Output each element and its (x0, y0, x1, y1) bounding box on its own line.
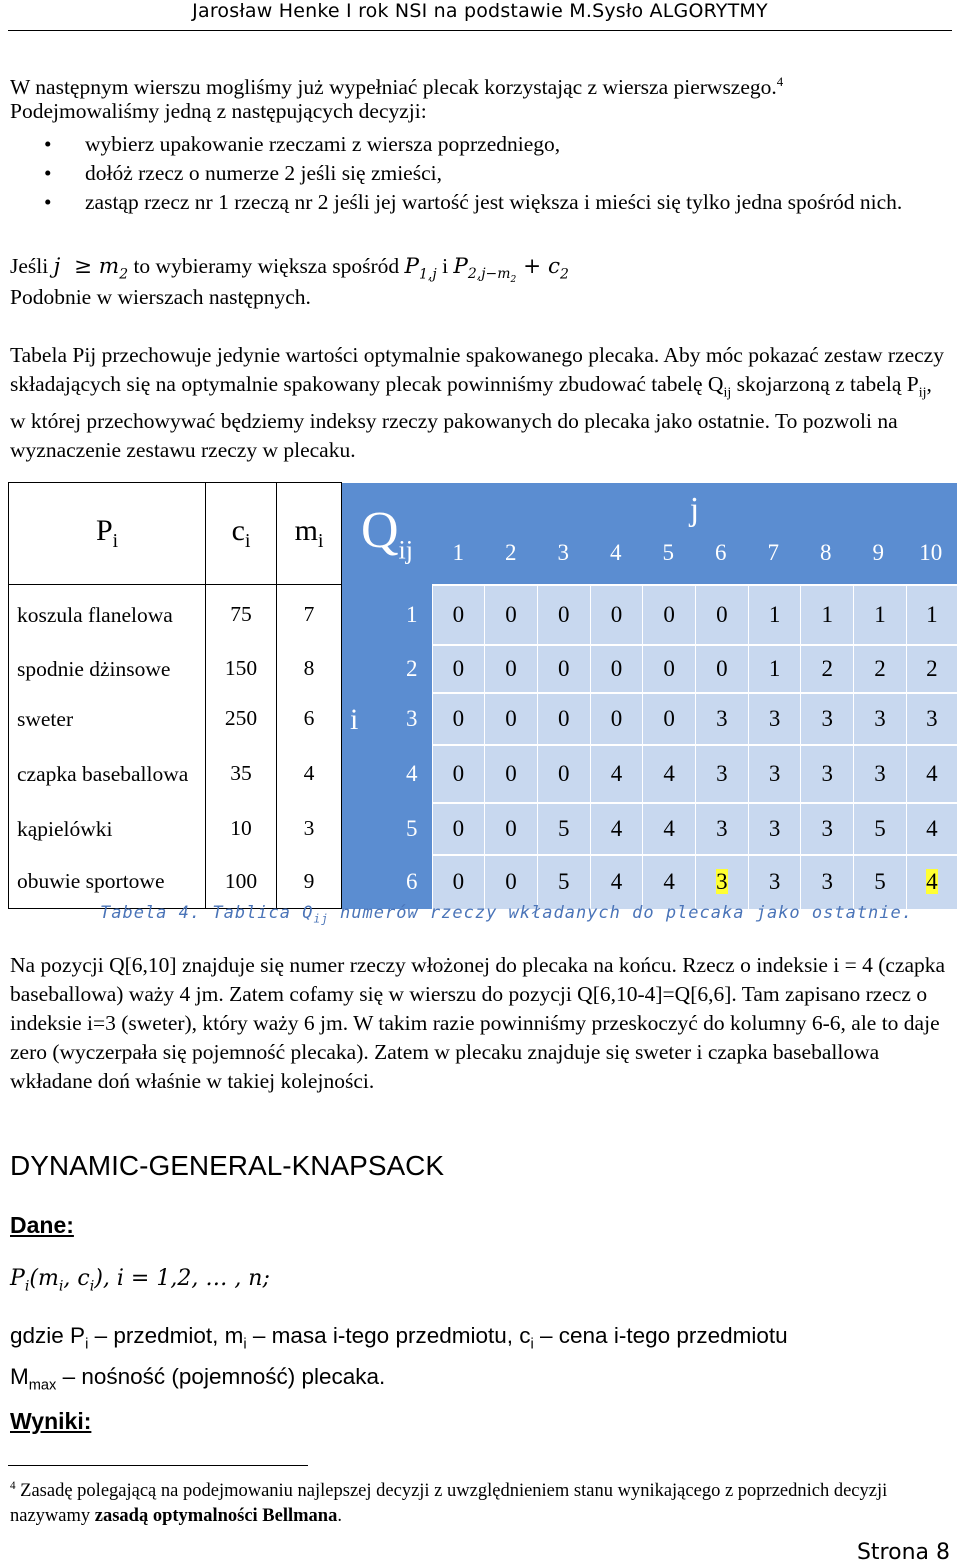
q-value: 3 (768, 869, 781, 894)
row-index: 5 (406, 815, 418, 841)
table-row (9, 855, 958, 909)
q-value: 3 (716, 815, 728, 841)
q-cell (485, 693, 538, 745)
item-mass: 3 (277, 803, 342, 855)
row-index-cell (342, 702, 433, 803)
q-cell (748, 745, 801, 803)
item-cost: 250 (206, 693, 277, 745)
q-value: 5 (558, 815, 570, 841)
item-mass: 7 (277, 585, 342, 645)
q-cell (801, 855, 854, 909)
q-cell (643, 745, 696, 803)
item-name: czapka baseballowa (9, 745, 206, 803)
q-cell (537, 855, 590, 909)
q-value: 0 (452, 705, 465, 731)
q-value: 0 (505, 869, 517, 894)
table-row (9, 585, 958, 645)
q-value: 3 (926, 705, 938, 731)
q-value: 0 (610, 705, 623, 731)
q-value: 5 (558, 869, 570, 894)
q-cell (906, 745, 957, 803)
decision-list (10, 130, 950, 217)
q-value: 2 (926, 655, 938, 681)
table-caption: Tabela 4. Tablica $Q_{ij}$ numerów rzeczy wkładanych do plecaka jako ostatnie. (100, 903, 913, 926)
q-value: 4 (926, 760, 938, 786)
q-cell (643, 645, 696, 693)
q-value: 0 (505, 705, 517, 731)
list-item: • zastąp rzecz nr 1 rzeczą nr 2 jeśli jej wartość jest większa i mieści się tylko jedna spośród nich. (44, 190, 903, 214)
header-p: $P_i$ (9, 483, 206, 585)
q-cell (854, 803, 907, 855)
col-index: 4 (610, 539, 622, 565)
q-value: 0 (505, 815, 517, 841)
q-cell (537, 645, 590, 693)
intro-text: W następnym wierszu mogliśmy już wypełniać plecak korzystając z wiersza pierwszego. (10, 75, 777, 100)
q-value: 0 (505, 601, 517, 627)
q-value: 0 (505, 655, 517, 681)
description: gdzie $P_i$ – przedmiot, $m_i$ – masa i-tego przedmiotu, $c_i$ – cena i-tego przedmiotu $M_{max}$ – nośność (pojemność) plecaka. (10, 1323, 788, 1393)
q-cell (854, 585, 907, 645)
q-cell (432, 803, 485, 855)
q-table (8, 482, 957, 909)
header-j: j (689, 490, 700, 528)
q-value: 4 (610, 815, 623, 841)
q-cell (643, 585, 696, 645)
q-value: 3 (716, 760, 728, 786)
q-cell (696, 803, 749, 855)
header-cols (432, 483, 957, 585)
bullet-text: wybierz upakowanie rzeczami z wiersza poprzedniego, (85, 132, 561, 156)
q-value: 4 (663, 815, 675, 841)
q-value: 4 (926, 869, 938, 894)
q-cell (537, 803, 590, 855)
col-index-row (432, 540, 957, 566)
item-cost: 10 (206, 803, 277, 855)
q-cell (643, 693, 696, 745)
col-index: 5 (662, 539, 674, 565)
q-value: 0 (452, 601, 465, 627)
q-value: 0 (558, 601, 570, 627)
axis-i-label: i (350, 702, 359, 736)
q-cell (748, 585, 801, 645)
q-cell (590, 745, 643, 803)
dane-formula: $P_i(m_i$, $c_i$), i = 1,2, … , n; (10, 1266, 270, 1295)
row-index: 6 (406, 868, 418, 894)
q-value: 1 (768, 601, 781, 627)
q-value: 3 (821, 705, 834, 731)
q-cell (485, 855, 538, 909)
q-cell (854, 693, 907, 745)
bullet-text: zastąp rzecz nr 1 rzeczą nr 2 jeśli jej wartość jest większa i mieści się tylko jedna spośród nich. (85, 190, 903, 214)
q-value: 0 (663, 655, 675, 681)
q-cell (432, 745, 485, 803)
header-q: $Q_{ij}$ (342, 483, 433, 585)
q-value: 0 (558, 705, 570, 731)
q-value: 1 (821, 601, 834, 627)
paragraph-2: Tabela Pij przechowuje jedynie wartości optymalnie spakowanego plecaka. Aby móc pokazać zestaw rzeczy składających się na optymalnie spakowany plecak powinniśmy zbudować tabelę $Q_{ij}$ skojarzoną z tabelą $P_{ij}$, w której przechowywać będziemy indeksy rzeczy pakowanych do plecaka jako ostatnie. To pozwoli na wyznaczenie zestawu rzeczy w plecaku. (10, 343, 944, 463)
item-name: koszula flanelowa (9, 585, 206, 645)
q-value: 1 (926, 601, 938, 627)
row-index: 3 (406, 705, 418, 731)
col-index: 9 (872, 539, 884, 565)
q-value: 3 (874, 705, 886, 731)
intro-line-2: Podejmowaliśmy jedną z następujących decyzji: (10, 99, 427, 123)
q-cell (696, 855, 749, 909)
q-cell (854, 855, 907, 909)
q-value: 4 (926, 815, 938, 841)
row-index-cell (342, 585, 433, 645)
q-value: 3 (768, 705, 781, 731)
row-index: 2 (406, 655, 418, 681)
q-value: 0 (610, 601, 623, 627)
q-value: 4 (663, 760, 675, 786)
col-index: 6 (715, 539, 727, 565)
item-mass: 8 (277, 645, 342, 693)
q-cell (801, 803, 854, 855)
q-value: 3 (874, 760, 886, 786)
item-name: kąpielówki (9, 803, 206, 855)
item-cost: 75 (206, 585, 277, 645)
q-cell (590, 585, 643, 645)
q-value: 3 (821, 760, 834, 786)
table-row (9, 803, 958, 855)
col-index: 8 (820, 539, 832, 565)
q-cell (485, 745, 538, 803)
q-cell (696, 745, 749, 803)
algorithm-title: DYNAMIC-GENERAL-KNAPSACK (10, 1150, 445, 1181)
rule-prefix: Jeśli (10, 254, 49, 278)
footnote-divider (8, 1465, 308, 1466)
footnote: $^4$ Zasadę polegającą na podejmowaniu najlepszej decyzji z uwzględnieniem stanu wynikającego z poprzednich decyzji nazywamy zasadą optymalności Bellmana. (10, 1480, 888, 1527)
q-cell (801, 585, 854, 645)
page-header: Jarosław Henke I rok NSI na podstawie M.Sysło ALGORYTMY (192, 0, 768, 22)
q-value: 0 (452, 815, 465, 841)
q-cell (485, 645, 538, 693)
q-value: 1 (768, 655, 781, 681)
q-value: 1 (874, 601, 886, 627)
header-divider (8, 30, 952, 31)
q-value: 4 (610, 869, 623, 894)
q-cell (906, 693, 957, 745)
col-index: 1 (452, 539, 464, 565)
q-cell (485, 803, 538, 855)
row-index: 4 (406, 760, 418, 786)
q-cell (432, 855, 485, 909)
table-row (9, 645, 958, 693)
q-value: 3 (821, 815, 834, 841)
row-index-cell (342, 645, 433, 693)
q-cell (590, 855, 643, 909)
col-index: 7 (767, 539, 779, 565)
q-cell (854, 645, 907, 693)
q-cell (590, 645, 643, 693)
item-name: sweter (9, 693, 206, 745)
item-name: obuwie sportowe (9, 855, 206, 909)
q-cell (748, 803, 801, 855)
footnote-ref: 4 (776, 75, 784, 89)
q-value: 0 (505, 760, 517, 786)
q-cell (748, 855, 801, 909)
q-cell (696, 693, 749, 745)
q-value: 0 (716, 601, 728, 627)
item-cost: 35 (206, 745, 277, 803)
dane-label: Dane: (10, 1212, 74, 1238)
item-mass: 6 (277, 693, 342, 745)
rule-p2: $P_{2,j-m_2} + c_2$ (453, 254, 569, 286)
rule-line-2: Podobnie w wierszach następnych. (10, 285, 311, 309)
q-value: 0 (452, 869, 465, 894)
wyniki-label: Wyniki: (10, 1408, 92, 1434)
q-value: 4 (610, 760, 623, 786)
q-cell (696, 585, 749, 645)
q-cell (854, 745, 907, 803)
q-cell (748, 693, 801, 745)
header-m: $m_i$ (277, 483, 342, 585)
table-row (9, 745, 958, 803)
q-value: 3 (821, 869, 834, 894)
q-value: 0 (716, 655, 728, 681)
rule-mid: to wybieramy większa spośród (133, 254, 400, 278)
bullet-text: dołóż rzecz o numerze 2 jeśli się zmieści, (85, 161, 442, 185)
q-value: 3 (716, 869, 728, 894)
row-index-cell (342, 855, 433, 909)
item-mass: 4 (277, 745, 342, 803)
q-value: 5 (874, 815, 886, 841)
q-cell (537, 745, 590, 803)
q-value: 3 (768, 760, 781, 786)
q-cell (432, 645, 485, 693)
q-value: 0 (452, 655, 465, 681)
q-cell (643, 855, 696, 909)
item-cost: 150 (206, 645, 277, 693)
q-cell (696, 645, 749, 693)
q-value: 0 (610, 655, 623, 681)
paragraph-3: Na pozycji Q[6,10] znajduje się numer rzeczy włożonej do plecaka na końcu. Rzecz o indeksie i = 4 (czapka baseballowa) waży 4 jm. Zatem cofamy się w wierszu do pozycji Q[6,10-4]=Q[6,6]. Tam zapisano rzecz o indeksie i=3 (sweter), który waży 6 jm. W takim razie powinniśmy przeskoczyć do kolumny 6-6, ale to daje zero (wyczerpała się pojemność plecaka). Zatem w plecaku znajduje się sweter i czapka baseballowa wkładane doń właśnie w takiej kolejności. (10, 953, 946, 1093)
q-value: 0 (558, 760, 570, 786)
page-number: Strona 8 (856, 1540, 950, 1565)
col-index: 10 (919, 539, 943, 565)
q-cell (906, 645, 957, 693)
q-value: 5 (874, 869, 886, 894)
item-name: spodnie dżinsowe (9, 645, 206, 693)
list-item: • wybierz upakowanie rzeczami z wiersza poprzedniego, (44, 132, 561, 156)
q-cell (485, 585, 538, 645)
rule-condition: $j \ge m_2$ (53, 254, 129, 283)
q-value: 3 (768, 815, 781, 841)
row-index: 1 (406, 601, 418, 627)
q-cell (801, 745, 854, 803)
list-item: • dołóż rzecz o numerze 2 jeśli się zmieści, (44, 161, 442, 185)
q-cell (906, 803, 957, 855)
q-cell (801, 693, 854, 745)
q-cell (801, 645, 854, 693)
q-value: 2 (874, 655, 886, 681)
q-cell (590, 803, 643, 855)
q-cell (432, 585, 485, 645)
table-row (9, 693, 958, 745)
rule-conj: i (442, 254, 449, 278)
q-cell (590, 693, 643, 745)
q-cell (537, 585, 590, 645)
col-index: 3 (557, 539, 569, 565)
rule-p1j: $P_{1,j}$ (404, 254, 437, 283)
q-value: 0 (663, 601, 675, 627)
q-cell (537, 693, 590, 745)
q-cell (748, 645, 801, 693)
header-c: $c_i$ (206, 483, 277, 585)
q-value: 3 (716, 705, 728, 731)
q-cell (906, 585, 957, 645)
q-cell (643, 803, 696, 855)
row-index-cell (342, 803, 433, 855)
q-value: 4 (663, 869, 675, 894)
q-cell (906, 855, 957, 909)
q-value: 2 (821, 655, 834, 681)
q-value: 0 (452, 760, 465, 786)
q-value: 0 (558, 655, 570, 681)
q-cell (432, 693, 485, 745)
q-value: 0 (663, 705, 675, 731)
item-cost: 100 (206, 855, 277, 909)
item-mass: 9 (277, 855, 342, 909)
col-index: 2 (505, 539, 517, 565)
